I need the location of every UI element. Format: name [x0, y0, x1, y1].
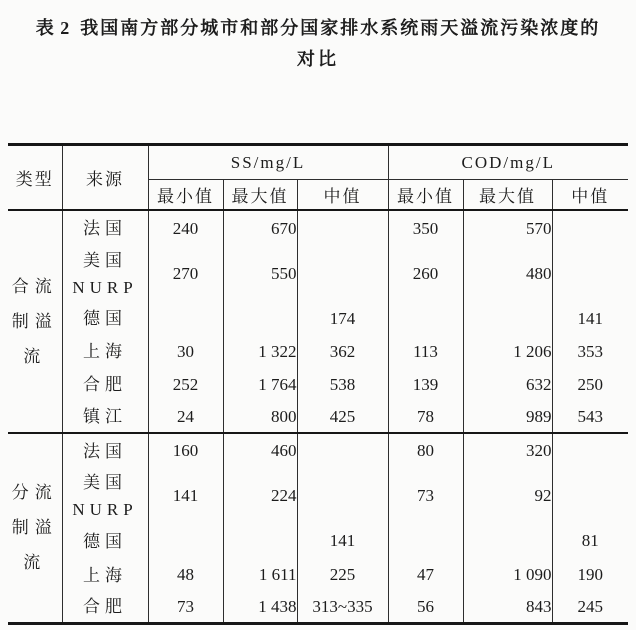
table-title: [0, 0, 636, 75]
table-title-text: 我国南方部分城市和部分国家排水系统雨天溢流污染浓度的: [80, 18, 601, 38]
table-row: [8, 302, 628, 335]
cell-cod-max: [463, 302, 552, 335]
table-header: [8, 145, 628, 211]
cell-cod-max: 1 206: [463, 335, 552, 368]
cell-ss-max: 1 438: [223, 592, 297, 623]
cell-cod-max: 92: [463, 468, 552, 524]
cell-ss-min: 252: [148, 368, 223, 401]
header-cod-min: 最小值: [388, 180, 463, 211]
cell-ss-max: 1 611: [223, 558, 297, 592]
source-cell: 法国: [62, 210, 148, 246]
cell-ss-median: [297, 210, 388, 246]
cell-cod-min: 78: [388, 401, 463, 433]
header-cod-median: 中值: [552, 180, 628, 211]
cell-ss-max: 800: [223, 401, 297, 433]
header-ss-max: 最大值: [223, 180, 297, 211]
cell-cod-median: [552, 210, 628, 246]
table-title-line2: 对比: [297, 49, 339, 69]
table-number: 表 2: [35, 18, 71, 38]
cell-ss-median: 362: [297, 335, 388, 368]
source-cell: 镇江: [62, 401, 148, 433]
cell-ss-max: 460: [223, 433, 297, 468]
table-row: [8, 246, 628, 302]
header-ss-median: 中值: [297, 180, 388, 211]
cell-cod-min: 80: [388, 433, 463, 468]
cell-ss-min: [148, 524, 223, 558]
table-row: [8, 468, 628, 524]
cell-cod-max: 320: [463, 433, 552, 468]
source-cell: 合肥: [62, 592, 148, 623]
cell-ss-min: 48: [148, 558, 223, 592]
cell-ss-max: 550: [223, 246, 297, 302]
header-source: 来源: [62, 145, 148, 211]
cell-ss-min: 270: [148, 246, 223, 302]
cell-cod-min: 73: [388, 468, 463, 524]
cell-cod-max: 843: [463, 592, 552, 623]
cell-cod-min: 260: [388, 246, 463, 302]
table-title-line1: [0, 13, 636, 44]
table-row: [8, 524, 628, 558]
cell-ss-max: 1 322: [223, 335, 297, 368]
cell-cod-max: 989: [463, 401, 552, 433]
cell-cod-median: [552, 433, 628, 468]
table-row: [8, 368, 628, 401]
cell-cod-median: 543: [552, 401, 628, 433]
table-row: [8, 335, 628, 368]
cell-ss-max: [223, 524, 297, 558]
cell-cod-min: 113: [388, 335, 463, 368]
header-row-units: [8, 145, 628, 180]
cell-ss-median: [297, 246, 388, 302]
cell-ss-min: [148, 302, 223, 335]
cell-cod-median: [552, 246, 628, 302]
cell-ss-median: [297, 433, 388, 468]
cell-ss-max: 224: [223, 468, 297, 524]
source-cell: 德国: [62, 302, 148, 335]
cell-ss-median: 313~335: [297, 592, 388, 623]
table-row: [8, 401, 628, 433]
header-cod-unit: COD/mg/L: [388, 145, 628, 180]
pollution-concentration-table: [8, 143, 628, 625]
table-row: [8, 558, 628, 592]
cell-cod-median: [552, 468, 628, 524]
header-ss-unit: SS/mg/L: [148, 145, 388, 180]
table-row: [8, 210, 628, 246]
group-type-label: 合流制溢流: [11, 277, 58, 366]
group-combined-overflow: [8, 210, 628, 433]
table-row: [8, 592, 628, 623]
cell-ss-median: [297, 468, 388, 524]
cell-cod-max: 480: [463, 246, 552, 302]
cell-ss-min: 30: [148, 335, 223, 368]
cell-cod-median: 245: [552, 592, 628, 623]
cell-cod-max: [463, 524, 552, 558]
cell-ss-median: 225: [297, 558, 388, 592]
source-cell: 美国NURP: [62, 246, 148, 302]
cell-cod-max: 632: [463, 368, 552, 401]
cell-ss-min: 24: [148, 401, 223, 433]
cell-cod-median: 353: [552, 335, 628, 368]
cell-cod-median: 190: [552, 558, 628, 592]
cell-ss-median: 141: [297, 524, 388, 558]
header-ss-min: 最小值: [148, 180, 223, 211]
cell-cod-min: [388, 524, 463, 558]
source-cell: 合肥: [62, 368, 148, 401]
source-cell: 上海: [62, 335, 148, 368]
header-cod-max: 最大值: [463, 180, 552, 211]
cell-ss-min: 141: [148, 468, 223, 524]
cell-ss-min: 73: [148, 592, 223, 623]
cell-cod-max: 570: [463, 210, 552, 246]
cell-ss-max: [223, 302, 297, 335]
source-cell: 美国NURP: [62, 468, 148, 524]
source-cell: 德国: [62, 524, 148, 558]
cell-cod-min: 139: [388, 368, 463, 401]
cell-ss-max: 1 764: [223, 368, 297, 401]
cell-cod-min: 56: [388, 592, 463, 623]
source-cell: 法国: [62, 433, 148, 468]
cell-cod-min: 47: [388, 558, 463, 592]
header-type: 类型: [15, 170, 54, 189]
table-row: [8, 433, 628, 468]
cell-ss-median: 425: [297, 401, 388, 433]
cell-ss-min: 240: [148, 210, 223, 246]
cell-ss-median: 538: [297, 368, 388, 401]
cell-cod-median: 81: [552, 524, 628, 558]
cell-cod-max: 1 090: [463, 558, 552, 592]
cell-ss-max: 670: [223, 210, 297, 246]
cell-cod-median: 250: [552, 368, 628, 401]
cell-ss-min: 160: [148, 433, 223, 468]
source-cell: 上海: [62, 558, 148, 592]
cell-ss-median: 174: [297, 302, 388, 335]
cell-cod-median: 141: [552, 302, 628, 335]
cell-cod-min: 350: [388, 210, 463, 246]
group-separate-overflow: [8, 433, 628, 623]
group-type-label: 分流制溢流: [8, 433, 62, 623]
cell-cod-min: [388, 302, 463, 335]
